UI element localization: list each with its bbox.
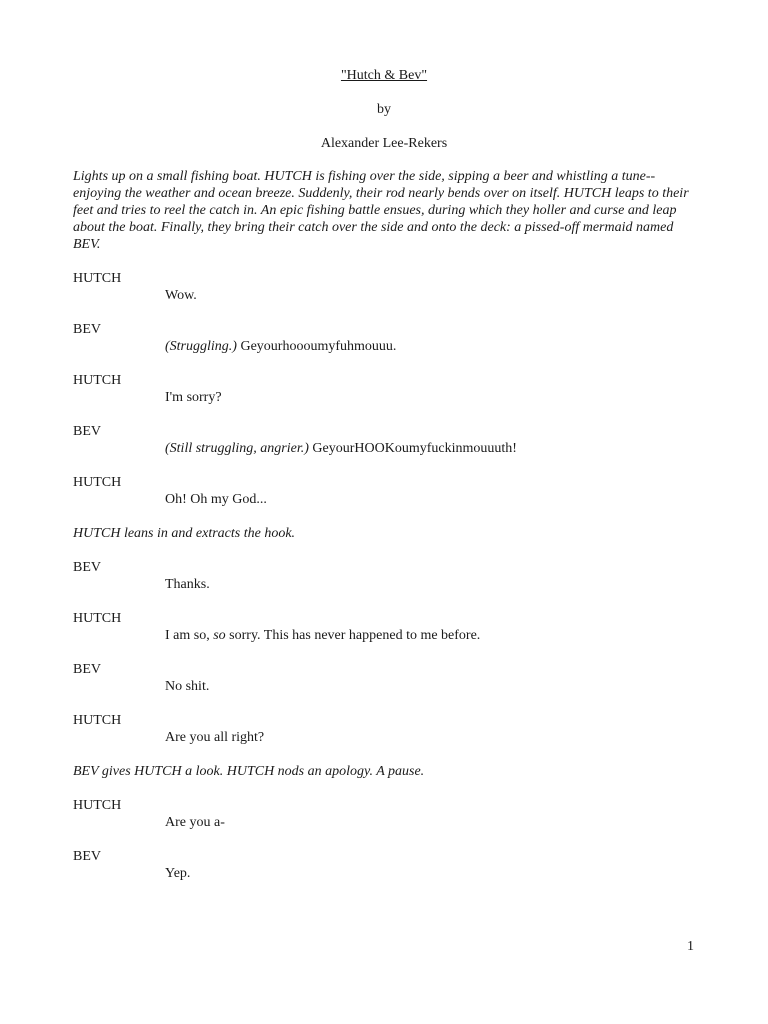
character-name: BEV <box>73 322 101 337</box>
parenthetical: (Struggling.) <box>165 339 237 354</box>
character-name: HUTCH <box>73 373 122 388</box>
character-name: BEV <box>73 560 101 575</box>
dialogue-block <box>73 474 695 508</box>
dialogue-block <box>73 661 695 695</box>
dialogue-line <box>165 440 695 457</box>
dialogue-block <box>73 270 695 304</box>
dialogue-block <box>73 797 695 831</box>
character-name: HUTCH <box>73 713 122 728</box>
character-name: HUTCH <box>73 475 122 490</box>
dialogue-block <box>73 712 695 746</box>
dialogue-block <box>73 559 695 593</box>
dialogue-line: I'm sorry? <box>165 390 222 405</box>
stage-direction: BEV gives HUTCH a look. HUTCH nods an apology. A pause. <box>73 764 425 779</box>
author-name: Alexander Lee-Rekers <box>320 136 448 151</box>
dialogue-block <box>73 423 695 457</box>
stage-direction-block <box>73 763 695 780</box>
dialogue-line: Yep. <box>165 866 191 881</box>
dialogue-block <box>73 372 695 406</box>
dialogue-line: Are you all right? <box>165 730 265 745</box>
dialogue-line <box>165 338 695 355</box>
dialogue-text-end: sorry. This has never happened to me before. <box>225 628 481 643</box>
dialogue-block <box>73 610 695 644</box>
dialogue-text: GeyourHOOKoumyfuckinmouuuth! <box>312 441 517 456</box>
dialogue-line: Are you a- <box>165 815 225 830</box>
character-name: HUTCH <box>73 798 122 813</box>
stage-direction: HUTCH leans in and extracts the hook. <box>73 526 296 541</box>
character-name: BEV <box>73 424 101 439</box>
character-name: HUTCH <box>73 271 122 286</box>
page-number: 1 <box>687 939 694 954</box>
character-name: BEV <box>73 662 101 677</box>
dialogue-block <box>73 848 695 882</box>
byline: by <box>377 102 391 117</box>
dialogue-line: Wow. <box>165 288 197 303</box>
stage-direction-block <box>73 525 695 542</box>
dialogue-text-start: I am so, <box>165 628 214 643</box>
character-name: BEV <box>73 849 101 864</box>
dialogue-line: Oh! Oh my God... <box>165 492 267 507</box>
dialogue-emphasis: so <box>213 628 226 643</box>
script-body <box>73 168 695 882</box>
dialogue-line <box>165 627 695 644</box>
dialogue-text: Geyourhoooumyfuhmouuu. <box>240 339 397 354</box>
dialogue-block <box>73 321 695 355</box>
dialogue-line: Thanks. <box>165 577 210 592</box>
opening-stage-direction: Lights up on a small fishing boat. HUTCH is fishing over the side, sipping a beer and whistling a tune--enjoying the weather and ocean breeze. Suddenly, their rod nearly bends over on itself. HUTCH leaps to their feet and tries to reel the catch in. An epic fishing battle ensues, during which they holler and curse and leap about the boat. Finally, they bring their catch over the side and onto the deck: a pissed-off mermaid named BEV. <box>73 169 689 252</box>
play-title: "Hutch & Bev" <box>340 68 428 83</box>
parenthetical: (Still struggling, angrier.) <box>165 441 309 456</box>
character-name: HUTCH <box>73 611 122 626</box>
dialogue-line: No shit. <box>165 679 210 694</box>
